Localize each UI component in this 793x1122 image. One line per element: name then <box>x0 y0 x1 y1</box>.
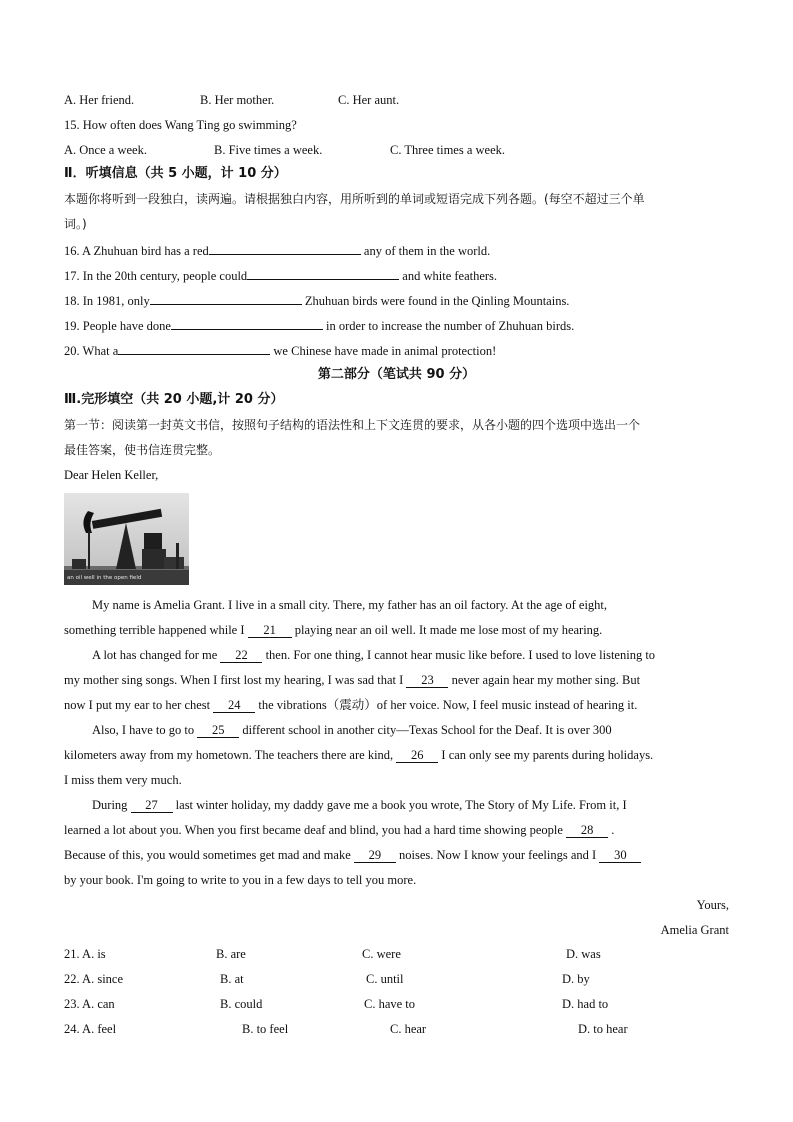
q16-text: 16. A Zhuhuan bird has a red <box>64 244 209 258</box>
photo-caption: an oil well in the open field <box>67 575 142 581</box>
letter-line-6-b: different school in another city—Texas School for the Deaf. It is over 300 <box>239 723 612 737</box>
q15-option-a: A. Once a week. <box>64 143 147 157</box>
q22-option-b: B. at <box>220 972 244 986</box>
letter-line-7-b: I can only see my parents during holidays. <box>438 748 654 762</box>
q24-option-a: 24. A. feel <box>64 1022 117 1036</box>
q24-option-c: C. hear <box>390 1022 427 1036</box>
letter-line-10-a: learned a lot about you. When you first became deaf and blind, you had a hard time showing people <box>64 823 567 837</box>
section2-instruction-2: 词。) <box>64 217 87 231</box>
blank-30[interactable]: 30 <box>599 848 641 863</box>
section3-instruction-2: 最佳答案，使书信连贯完整。 <box>64 443 221 457</box>
letter-line-11-a: Because of this, you would sometimes get mad and make <box>64 848 354 862</box>
q18-text: 18. In 1981, only <box>64 294 150 308</box>
letter-line-12: by your book. I'm going to write to you in a few days to tell you more. <box>64 873 417 887</box>
q21-option-a: 21. A. is <box>64 947 106 961</box>
q19 <box>64 317 574 334</box>
letter-line-5-b: the vibrations（震动）of her voice. Now, I feel music instead of hearing it. <box>255 698 638 712</box>
q19-text-end: in order to increase the number of Zhuhuan birds. <box>322 319 575 333</box>
letter-line-6 <box>92 722 612 738</box>
letter-line-4 <box>64 672 640 688</box>
letter-line-3-b: then. For one thing, I cannot hear music like before. I used to love listening to <box>262 648 656 662</box>
letter-line-9-a: During <box>92 798 131 812</box>
q15-stem: 15. How often does Wang Ting go swimming? <box>64 118 297 132</box>
q21-option-b: B. are <box>216 947 246 961</box>
letter-line-3 <box>92 647 655 663</box>
q20-text: 20. What a <box>64 344 119 358</box>
letter-line-3-a: A lot has changed for me <box>92 648 221 662</box>
letter-line-5-a: now I put my ear to her chest <box>64 698 214 712</box>
letter-line-7-a: kilometers away from my hometown. The teachers there are kind, <box>64 748 397 762</box>
q21-option-c: C. were <box>362 947 401 961</box>
q22-option-a: 22. A. since <box>64 972 124 986</box>
section2-title: Ⅱ．听填信息（共 5 小题，计 10 分） <box>64 166 287 181</box>
q24-option-d: D. to hear <box>578 1022 628 1036</box>
letter-line-2-b: playing near an oil well. It made me lose most of my hearing. <box>291 623 603 637</box>
blank-21[interactable]: 21 <box>248 623 292 638</box>
letter-line-8: I miss them very much. <box>64 773 182 787</box>
letter-line-7 <box>64 747 653 763</box>
q14-option-a: A. Her friend. <box>64 93 135 107</box>
q17-text: 17. In the 20th century, people could <box>64 269 248 283</box>
q17-text-end: and white feathers. <box>399 269 498 283</box>
letter-line-9 <box>92 797 627 813</box>
q19-text: 19. People have done <box>64 319 171 333</box>
q22-option-d: D. by <box>562 972 590 986</box>
letter-line-5 <box>64 697 637 713</box>
q17 <box>64 267 497 284</box>
letter-line-4-b: never again hear my mother sing. But <box>448 673 641 687</box>
q14-option-b: B. Her mother. <box>200 93 275 107</box>
part2-title: 第二部分（笔试共 90 分） <box>317 367 476 382</box>
letter-line-2 <box>64 622 602 638</box>
oil-well-photo <box>64 493 189 585</box>
letter-line-10 <box>64 822 614 838</box>
blank-22[interactable]: 22 <box>220 648 262 663</box>
q24-option-b: B. to feel <box>242 1022 289 1036</box>
blank-27[interactable]: 27 <box>131 798 173 813</box>
blank-24[interactable]: 24 <box>213 698 255 713</box>
q16 <box>64 242 490 259</box>
blank-29[interactable]: 29 <box>354 848 396 863</box>
q20-blank[interactable] <box>118 342 270 355</box>
q23-option-b: B. could <box>220 997 263 1011</box>
letter-line-9-b: last winter holiday, my daddy gave me a book you wrote, The Story of My Life. From it, I <box>172 798 627 812</box>
section2-instruction-1: 本题你将听到一段独白，读两遍。请根据独白内容，用所听到的单词或短语完成下列各题。(每空不超过三个单 <box>64 192 645 206</box>
letter-greeting: Dear Helen Keller, <box>64 468 159 482</box>
q18 <box>64 292 569 309</box>
q15-option-c: C. Three times a week. <box>390 143 506 157</box>
letter-line-10-b: . <box>608 823 615 837</box>
letter-line-2-a: something terrible happened while I <box>64 623 248 637</box>
letter-line-1: My name is Amelia Grant. I live in a small city. There, my father has an oil factory. At the age of eight, <box>92 598 608 612</box>
letter-signature: Amelia Grant <box>660 923 729 937</box>
q16-text-end: any of them in the world. <box>360 244 491 258</box>
q20-text-end: we Chinese have made in animal protection! <box>270 344 497 358</box>
q20 <box>64 342 496 359</box>
q21-option-d: D. was <box>566 947 601 961</box>
q18-blank[interactable] <box>150 292 302 305</box>
q23-option-c: C. have to <box>364 997 416 1011</box>
q18-text-end: Zhuhuan birds were found in the Qinling Mountains. <box>301 294 570 308</box>
section3-instruction-1: 第一节：阅读第一封英文书信，按照句子结构的语法性和上下文连贯的要求，从各小题的四个选项中选出一个 <box>64 418 641 432</box>
q23-option-d: D. had to <box>562 997 609 1011</box>
q19-blank[interactable] <box>171 317 323 330</box>
letter-line-11-b: noises. Now I know your feelings and I <box>395 848 600 862</box>
q14-option-c: C. Her aunt. <box>338 93 400 107</box>
blank-26[interactable]: 26 <box>396 748 438 763</box>
letter-closing: Yours, <box>696 898 729 912</box>
letter-line-4-a: my mother sing songs. When I first lost my hearing, I was sad that I <box>64 673 407 687</box>
q23-option-a: 23. A. can <box>64 997 115 1011</box>
q15-option-b: B. Five times a week. <box>214 143 323 157</box>
blank-28[interactable]: 28 <box>566 823 608 838</box>
letter-line-11 <box>64 847 641 863</box>
q22-option-c: C. until <box>366 972 404 986</box>
q17-blank[interactable] <box>247 267 399 280</box>
q16-blank[interactable] <box>209 242 361 255</box>
blank-23[interactable]: 23 <box>406 673 448 688</box>
section3-title: Ⅲ.完形填空（共 20 小题,计 20 分） <box>64 392 284 407</box>
blank-25[interactable]: 25 <box>197 723 239 738</box>
letter-line-6-a: Also, I have to go to <box>92 723 198 737</box>
